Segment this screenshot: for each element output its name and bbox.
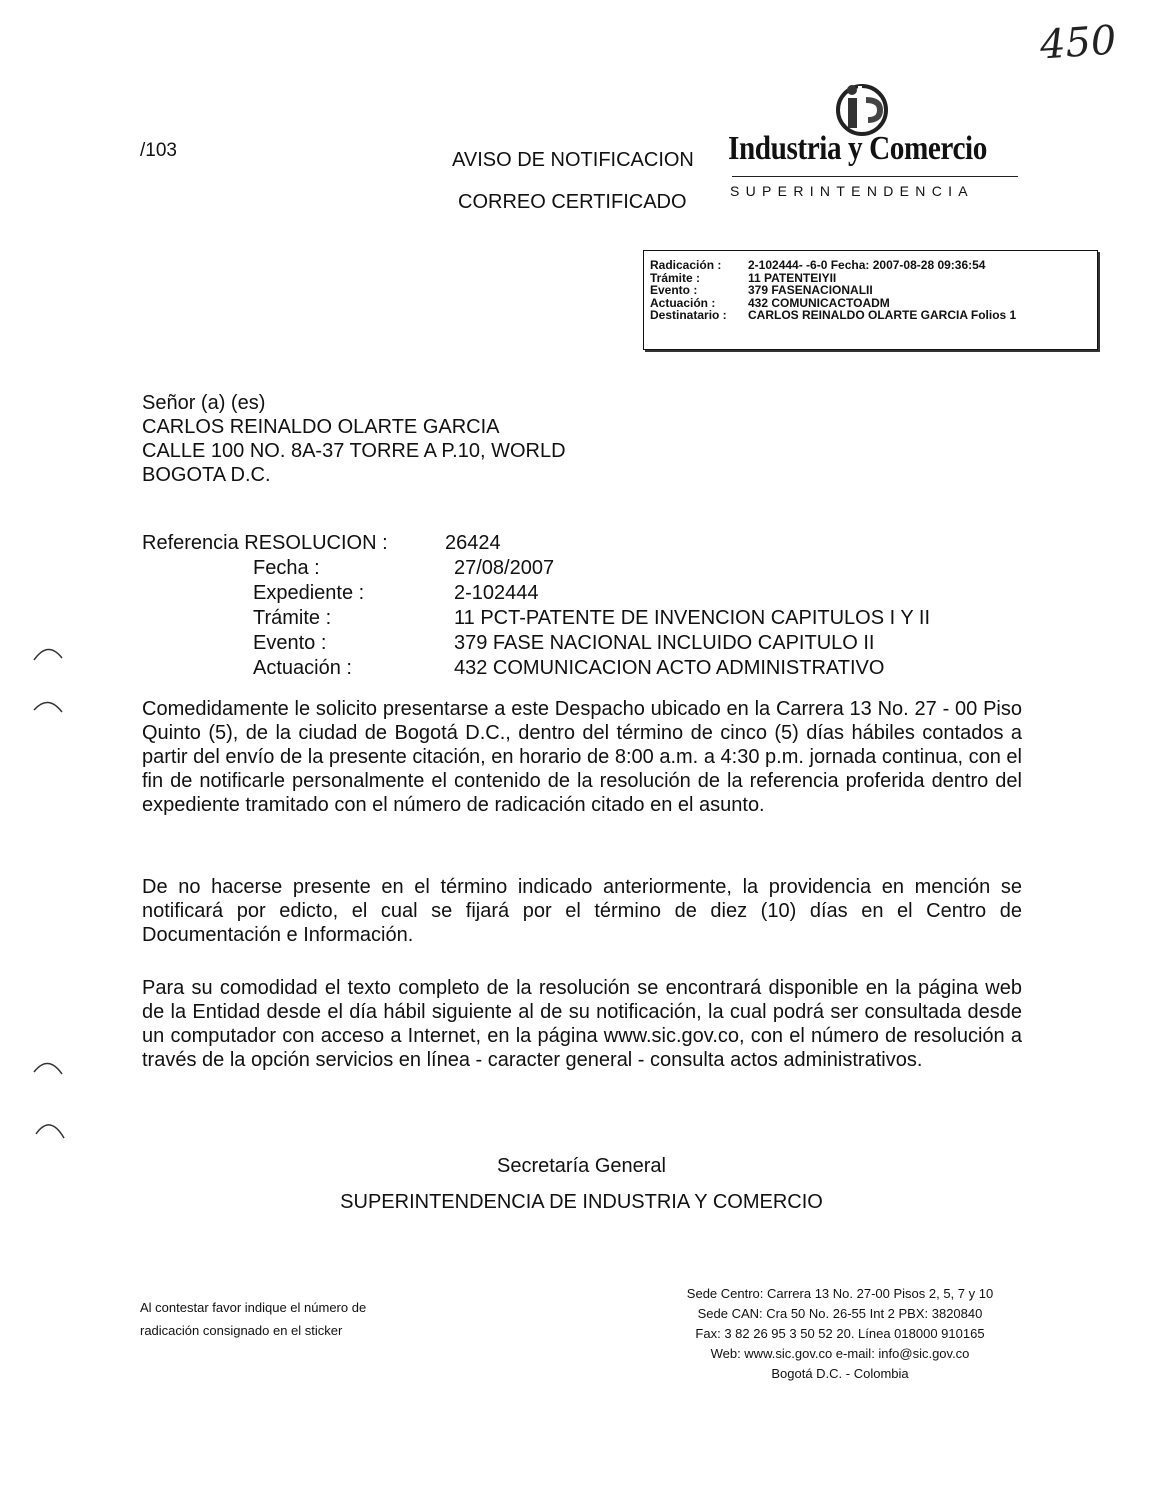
sticker-label: Trámite : — [650, 270, 701, 285]
margin-mark-icon — [28, 692, 68, 722]
reference-label: Evento : — [253, 632, 327, 654]
sticker-table — [650, 259, 1016, 322]
footer-contact-line: Bogotá D.C. - Colombia — [771, 1366, 909, 1381]
sticker-row — [650, 309, 1016, 322]
sticker-value: 379 FASENACIONALII — [748, 283, 873, 297]
radicacion-sticker — [643, 250, 1098, 350]
notice-subtitle: CORREO CERTIFICADO — [458, 191, 687, 213]
logo-tagline: SUPERINTENDENCIA — [730, 183, 974, 199]
reference-value: 27/08/2007 — [454, 557, 555, 579]
footer-contact-line: Sede CAN: Cra 50 No. 26-55 Int 2 PBX: 3820840 — [697, 1306, 983, 1321]
reference-value: 11 PCT-PATENTE DE INVENCION CAPITULOS I Y II — [454, 607, 931, 629]
notice-title: AVISO DE NOTIFICACION — [452, 149, 694, 171]
footer-contact — [620, 1284, 1060, 1384]
sticker-row — [650, 284, 1016, 297]
recipient-address: CALLE 100 NO. 8A-37 TORRE A P.10, WORLD — [142, 440, 566, 462]
sticker-value: CARLOS REINALDO OLARTE GARCIA Folios 1 — [748, 308, 1017, 322]
reference-label: Referencia RESOLUCION : — [142, 532, 388, 554]
page-number: /103 — [140, 140, 177, 161]
reference-label: Actuación : — [253, 657, 352, 679]
footer-note-line: Al contestar favor indique el número de — [140, 1300, 367, 1315]
sticker-label: Radicación : — [650, 258, 722, 272]
handwritten-page-number: 450 — [1038, 17, 1118, 69]
logo-wordmark: Industria y Comercio — [728, 130, 987, 167]
reference-label: Trámite : — [253, 607, 332, 629]
salutation: Señor (a) (es) — [142, 392, 266, 414]
body-paragraph-3: Para su comodidad el texto completo de la resolución se encontrará disponible en la página web de la Entidad desde el día hábil siguiente al de su notificación, la cual podrá ser consultada desde un computador con acceso a Internet, en la página www.sic.gov.co, con el número de resolución a través de la opción servicios en línea - caracter general - consulta actos administrativos. — [142, 977, 1022, 1071]
recipient-block — [142, 391, 566, 487]
reference-label: Fecha : — [253, 557, 320, 579]
reference-value: 432 COMUNICACION ACTO ADMINISTRATIVO — [454, 657, 885, 679]
sticker-value: 2-102444- -6-0 Fecha: 2007-08-28 09:36:54 — [748, 258, 986, 272]
sticker-label: Evento : — [650, 283, 698, 297]
logo-divider — [732, 176, 1018, 177]
body-paragraph-1: Comedidamente le solicito presentarse a este Despacho ubicado en la Carrera 13 No. 27 - 00 Piso Quinto (5), de la ciudad de Bogotá D.C., dentro del término de cinco (5) días hábiles contados a partir del envío de la presente citación, en horario de 8:00 a.m. a 4:30 p.m. jornada continua, con el fin de notificarle personalmente el contenido de la resolución de la referencia proferida dentro del expediente tramitado con el número de radicación citado en el asunto. — [142, 698, 1022, 816]
footer-contact-line: Fax: 3 82 26 95 3 50 52 20. Línea 018000 910165 — [695, 1326, 985, 1341]
reference-value: 2-102444 — [454, 582, 539, 604]
recipient-name: CARLOS REINALDO OLARTE GARCIA — [142, 416, 500, 438]
sticker-value: 11 PATENTEIYII — [748, 270, 837, 285]
signature-department: Secretaría General — [497, 1155, 666, 1177]
footer-note-line: radicación consignado en el sticker — [140, 1323, 343, 1338]
sticker-row — [650, 259, 1016, 272]
reference-value: 379 FASE NACIONAL INCLUIDO CAPITULO II — [454, 632, 875, 654]
body-paragraph-2: De no hacerse presente en el término indicado anteriormente, la providencia en mención se notificará por edicto, el cual se fijará por el término de diez (10) días en el Centro de Documentación e Información. — [142, 876, 1022, 946]
sic-logo-icon — [832, 78, 894, 136]
footer-note — [140, 1296, 366, 1342]
sticker-label: Destinatario : — [650, 308, 727, 322]
footer-contact-line: Sede Centro: Carrera 13 No. 27-00 Pisos 2, 5, 7 y 10 — [686, 1286, 994, 1301]
recipient-city: BOGOTA D.C. — [142, 464, 271, 486]
margin-mark-icon — [28, 1112, 68, 1142]
reference-value: 26424 — [445, 532, 501, 554]
sticker-label: Actuación : — [650, 295, 716, 310]
signature-entity: SUPERINTENDENCIA DE INDUSTRIA Y COMERCIO — [340, 1191, 823, 1213]
sticker-value: 432 COMUNICACTOADM — [748, 295, 890, 310]
margin-mark-icon — [28, 1052, 68, 1082]
footer-contact-line: Web: www.sic.gov.co e-mail: info@sic.gov.co — [710, 1346, 970, 1361]
reference-label: Expediente : — [253, 582, 365, 604]
margin-mark-icon — [28, 636, 68, 666]
